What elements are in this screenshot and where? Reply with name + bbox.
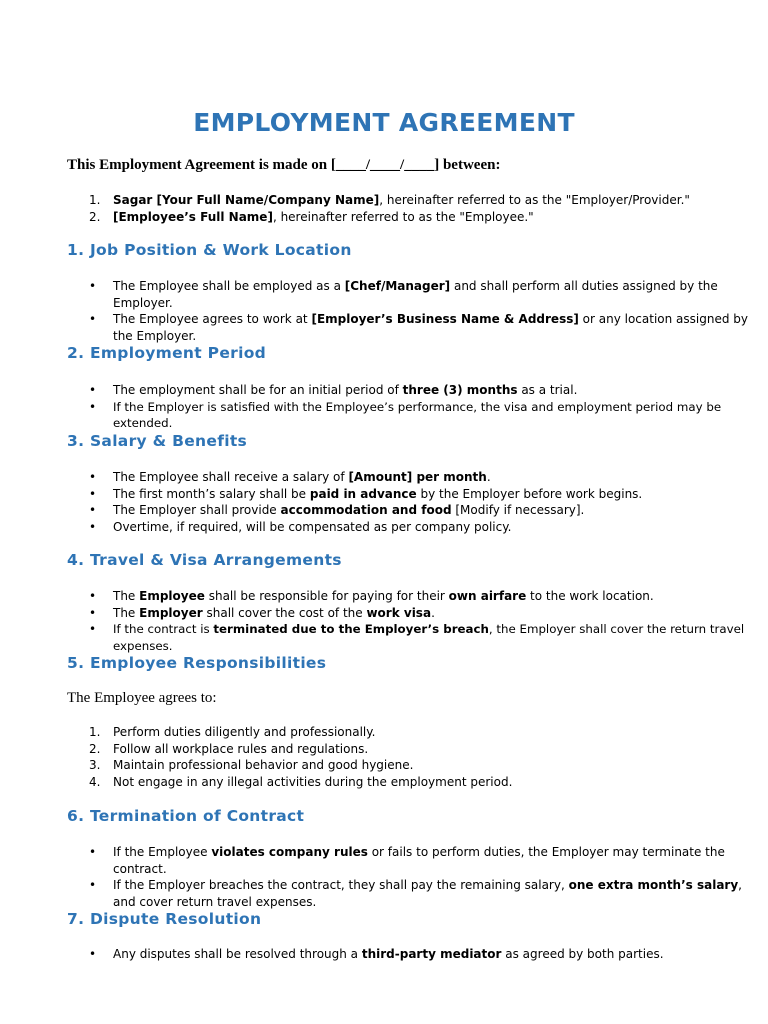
- intro-line: This Employment Agreement is made on [____/____/____] between:: [67, 157, 501, 173]
- list-item: • The Employee shall be employed as a [Chef/Manager] and shall perform all duties assigned by the Employer.: [0, 278, 768, 311]
- employment-period-list: [0, 382, 768, 432]
- list-item: 2. [Employee’s Full Name], hereinafter referred to as the "Employee.": [89, 209, 534, 224]
- list-item: • The first month’s salary shall be paid in advance by the Employer before work begins.: [0, 486, 768, 503]
- salary-benefits-list: [0, 469, 768, 535]
- list-item: • The Employer shall cover the cost of the work visa.: [0, 605, 768, 622]
- list-item: 1. Sagar [Your Full Name/Company Name], hereinafter referred to as the "Employer/Provider.": [89, 193, 690, 207]
- list-item: • If the contract is terminated due to the Employer’s breach, the Employer shall cover the return travel expenses.: [0, 621, 768, 654]
- parties-list: [0, 192, 768, 225]
- list-item: • The Employee shall receive a salary of [Amount] per month.: [0, 469, 768, 486]
- list-item: • If the Employer is satisfied with the Employee’s performance, the visa and employment period may be extended.: [0, 399, 768, 432]
- list-item: • Overtime, if required, will be compensated as per company policy.: [0, 519, 768, 536]
- job-position-list: [0, 278, 768, 344]
- section-heading-salary-benefits: 3. Salary & Benefits: [67, 432, 248, 450]
- section-heading-dispute-resolution: 7. Dispute Resolution: [67, 910, 262, 928]
- list-item: • If the Employee violates company rules or fails to perform duties, the Employer may terminate the contract.: [0, 844, 768, 877]
- dispute-resolution-list: [0, 946, 768, 963]
- document-title: EMPLOYMENT AGREEMENT: [193, 108, 575, 137]
- list-item: 3. Maintain professional behavior and good hygiene.: [89, 758, 414, 772]
- list-item: • The employment shall be for an initial period of three (3) months as a trial.: [0, 382, 768, 399]
- responsibilities-intro: The Employee agrees to:: [67, 690, 217, 706]
- list-item: 2. Follow all workplace rules and regulations.: [89, 741, 369, 756]
- list-item: • Any disputes shall be resolved through a third-party mediator as agreed by both parties.: [0, 946, 768, 963]
- list-item: • The Employee shall be responsible for paying for their own airfare to the work location.: [0, 588, 768, 605]
- list-item: • The Employer shall provide accommodation and food [Modify if necessary].: [0, 502, 768, 519]
- termination-list: [0, 844, 768, 910]
- list-item: • The Employee agrees to work at [Employer’s Business Name & Address] or any location assigned by the Employer.: [0, 311, 768, 344]
- list-item: 1. Perform duties diligently and professionally.: [89, 725, 376, 739]
- section-heading-travel-visa: 4. Travel & Visa Arrangements: [67, 551, 342, 569]
- travel-visa-list: [0, 588, 768, 654]
- section-heading-employment-period: 2. Employment Period: [67, 344, 267, 362]
- section-heading-job-position: 1. Job Position & Work Location: [67, 241, 352, 259]
- list-item: • If the Employer breaches the contract, they shall pay the remaining salary, one extra month’s salary, and cover return travel expenses.: [0, 877, 768, 910]
- section-heading-employee-responsibilities: 5. Employee Responsibilities: [67, 654, 327, 672]
- list-item: 4. Not engage in any illegal activities during the employment period.: [89, 774, 513, 789]
- section-heading-termination: 6. Termination of Contract: [67, 807, 305, 825]
- responsibilities-list: [0, 724, 768, 790]
